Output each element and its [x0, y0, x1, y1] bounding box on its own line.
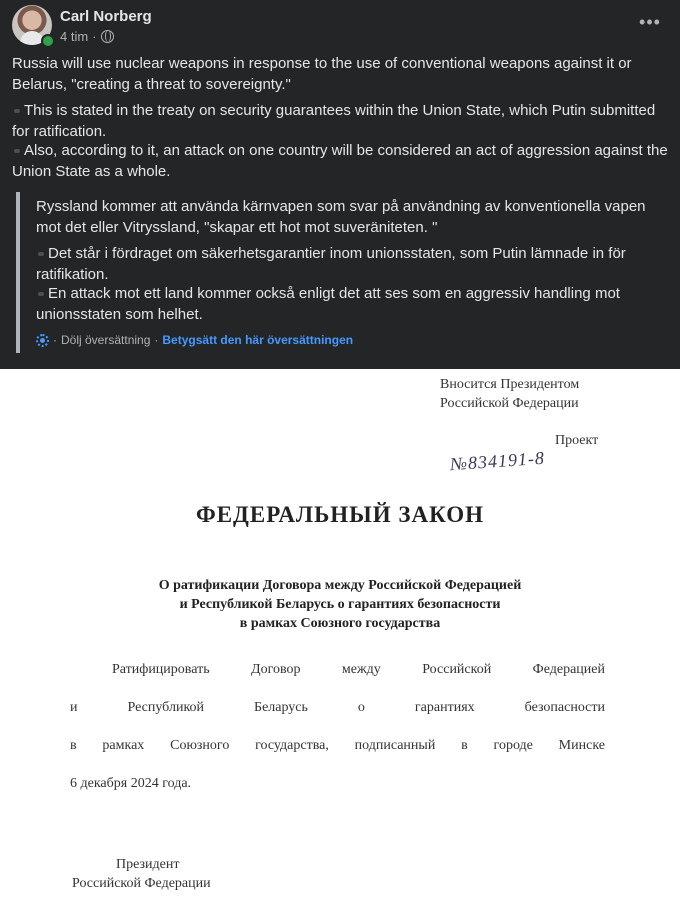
doc-subtitle-line-1: О ратификации Договора между Российской Федерацией: [158, 578, 522, 593]
doc-signature-line-1: Президент: [116, 857, 180, 872]
doc-submitted-by: [440, 375, 612, 413]
meta-separator: ·: [92, 29, 97, 44]
doc-body-line-3: в рамках Союзного государства, подписанный в городе Минске: [70, 738, 605, 753]
author-name[interactable]: Carl Norberg: [60, 8, 152, 25]
bullet-icon: [38, 292, 44, 296]
post-paragraph-2: [12, 101, 668, 142]
translation-block: [16, 192, 668, 353]
doc-submitted-line-1: Вносится Президентом: [440, 377, 580, 392]
bullet-icon: [14, 109, 20, 113]
doc-subtitle: [100, 576, 580, 633]
doc-signature-block: [72, 855, 252, 893]
doc-submitted-line-2: Российской Федерации: [440, 396, 579, 411]
doc-project-label: Проект: [555, 433, 599, 448]
doc-body-line-2: и Республикой Беларусь о гарантиях безопасности: [70, 700, 605, 715]
doc-handwritten-number: №834191-8: [449, 447, 546, 475]
doc-law-title: ФЕДЕРАЛЬНЫЙ ЗАКОН: [195, 502, 485, 527]
post-paragraph-1: Russia will use nuclear weapons in response to the use of conventional weapons against it or Belarus, "creating a threat to sovereignty.": [12, 55, 632, 93]
translation-actions: [36, 333, 353, 347]
attached-document-image[interactable]: [0, 369, 680, 897]
globe-icon[interactable]: [101, 30, 114, 43]
actions-separator: ·: [154, 333, 159, 347]
doc-signature-line-2: Российской Федерации: [72, 876, 211, 891]
rate-translation-link[interactable]: Betygsätt den här översättningen: [162, 333, 354, 347]
doc-subtitle-line-3: в рамках Союзного государства: [239, 616, 441, 631]
doc-body-line-1: Ратифицировать Договор между Российской Федерацией: [112, 662, 605, 677]
translation-paragraph-3: [36, 284, 656, 325]
gear-icon[interactable]: [36, 334, 49, 347]
post-meta: [60, 29, 114, 44]
hide-translation-link[interactable]: Dölj översättning: [61, 333, 151, 347]
more-options-button[interactable]: •••: [639, 12, 661, 32]
post-paragraph-3-text: Also, according to it, an attack on one country will be considered an act of aggression against the Union State as a whole.: [12, 142, 668, 180]
doc-subtitle-line-2: и Республикой Беларусь о гарантиях безопасности: [179, 597, 501, 612]
translation-paragraph-3-text: En attack mot ett land kommer också enligt det att ses som en aggressiv handling mot unionsstaten som helhet.: [36, 285, 620, 323]
doc-body-line-4: 6 декабря 2024 года.: [70, 776, 192, 791]
bullet-icon: [14, 149, 20, 153]
translation-paragraph-1: Ryssland kommer att använda kärnvapen som svar på användning av konventionella vapen mot det eller Vitryssland, "skapar ett hot mot suveräniteten. ": [36, 198, 646, 236]
post-paragraph-2-text: This is stated in the treaty on security guarantees within the Union State, which Putin submitted for ratification.: [12, 102, 656, 140]
post-header: [0, 0, 680, 52]
actions-separator: ·: [53, 333, 57, 347]
post-time[interactable]: 4 tim: [60, 29, 89, 44]
bullet-icon: [38, 252, 44, 256]
translation-paragraph-2: [36, 244, 656, 285]
translation-paragraph-2-text: Det står i fördraget om säkerhetsgarantier inom unionsstaten, som Putin lämnade in för ratifikation.: [36, 245, 626, 283]
online-status-dot: [41, 34, 55, 48]
post-paragraph-3: [12, 141, 668, 182]
